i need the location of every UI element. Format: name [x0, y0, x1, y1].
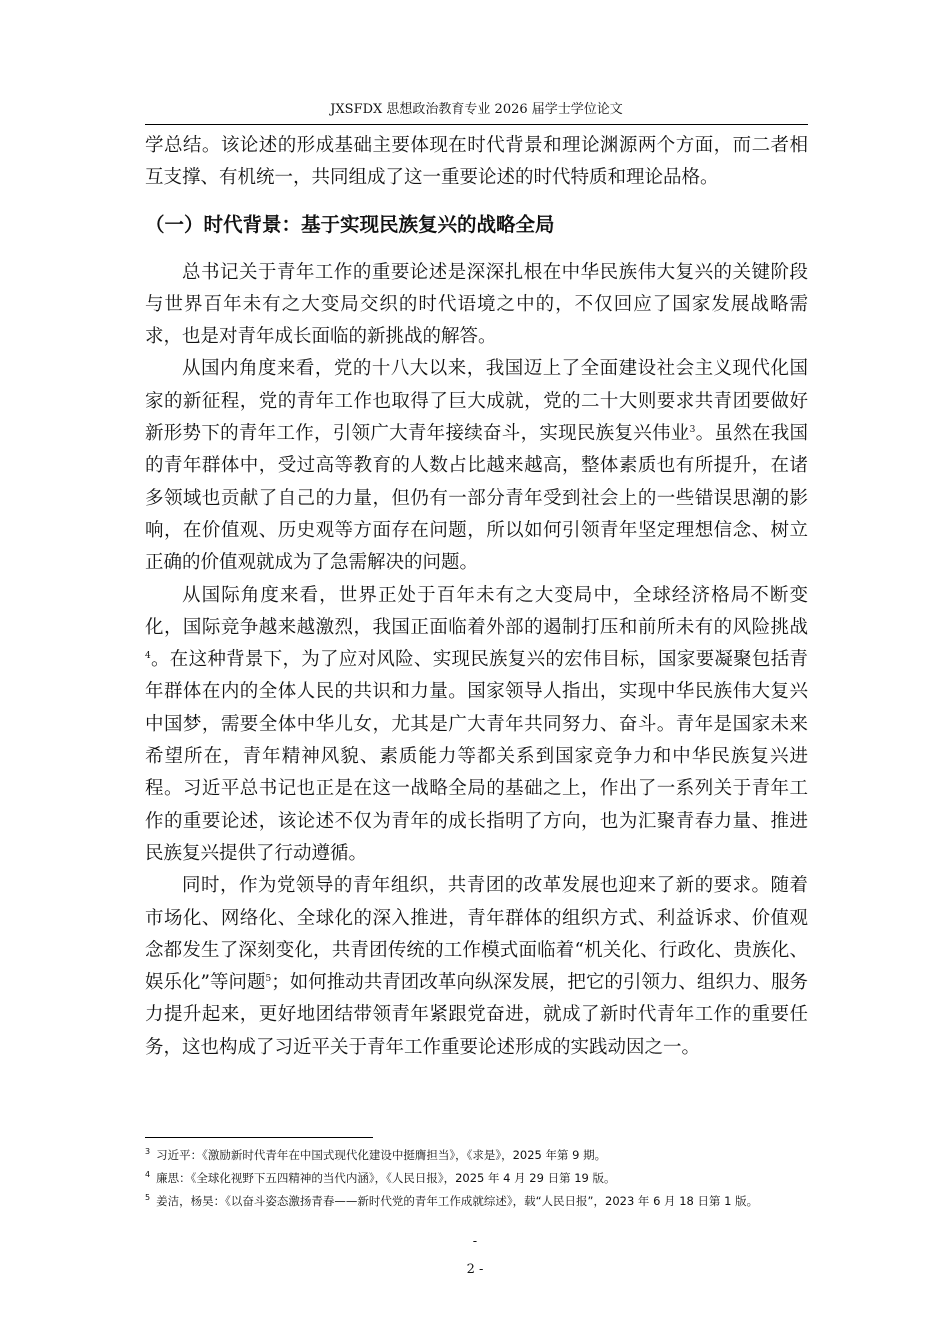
section-heading: （一）时代背景：基于实现民族复兴的战略全局	[145, 212, 555, 236]
footnote-ref-4[interactable]: 4	[145, 651, 151, 661]
footnote-separator	[145, 1137, 373, 1138]
footnote-5	[145, 1188, 808, 1211]
paragraph-3	[145, 580, 808, 871]
footnote-4	[145, 1165, 808, 1188]
footnote-ref-5[interactable]: 5	[265, 973, 272, 984]
paragraph-4	[145, 870, 808, 1064]
footnote-3	[145, 1142, 808, 1165]
header-rule	[145, 124, 808, 125]
paragraph-1: 总书记关于青年工作的重要论述是深深扎根在中华民族伟大复兴的关键阶段与世界百年未有之大变局交织的时代语境之中的，不仅回应了国家发展战略需求，也是对青年成长面临的新挑战的解答。	[145, 261, 808, 348]
footnote-text: 廉思：《全球化视野下五四精神的当代内涵》，《人民日报》，2025 年 4 月 29 日第 19 版。	[156, 1170, 616, 1185]
footnote-text: 习近平：《激励新时代青年在中国式现代化建设中挺膺担当》，《求是》，2025 年第 9 期。	[156, 1147, 607, 1162]
paragraph-continued: 学总结。该论述的形成基础主要体现在时代背景和理论渊源两个方面，而二者相互支撑、有机统一，共同组成了这一重要论述的时代特质和理论品格。	[145, 135, 808, 189]
paragraph-4-part-b: ；如何推动共青团改革向纵深发展，把它的引领力、组织力、服务力提升起来，更好地团结带领青年紧跟党奋进，就成了新时代青年工作的重要任务，这也构成了习近平关于青年工作重要论述形成的实践动因之一。	[145, 972, 808, 1058]
footnotes	[145, 1142, 808, 1210]
body-text	[145, 130, 808, 1064]
footnote-text: 姜洁，杨昊：《以奋斗姿态激扬青春——新时代党的青年工作成就综述》，载“人民日报”，2023 年 6 月 18 日第 1 版。	[156, 1193, 759, 1208]
paragraph-4-part-a: 同时，作为党领导的青年组织，共青团的改革发展也迎来了新的要求。随着市场化、网络化、全球化的深入推进，青年群体的组织方式、利益诉求、价值观念都发生了深刻变化，共青团传统的工作模式面临着“机关化、行政化、贵族化、娱乐化”等问题	[145, 875, 808, 994]
paragraph-2	[145, 353, 808, 579]
footer-dash: -	[472, 1234, 478, 1249]
page-number: 2 -	[466, 1262, 484, 1277]
paragraph-3-part-b: 。在这种背景下，为了应对风险、实现民族复兴的宏伟目标，国家要凝聚包括青年群体在内的全体人民的共识和力量。国家领导人指出，实现中华民族伟大复兴中国梦，需要全体中华儿女，尤其是广大青年共同努力、奋斗。青年是国家未来希望所在，青年精神风貌、素质能力等都关系到国家竞争力和中华民族复兴进程。习近平总书记也正是在这一战略全局的基础之上，作出了一系列关于青年工作的重要论述，该论述不仅为青年的成长指明了方向，也为汇聚青春力量、推进民族复兴提供了行动遵循。	[145, 649, 808, 864]
paragraph-3-part-a: 从国际角度来看，世界正处于百年未有之大变局中，全球经济格局不断变化，国际竞争越来越激烈，我国正面临着外部的遏制打压和前所未有的风险挑战	[145, 584, 808, 638]
paragraph-2-part-b: 。虽然在我国的青年群体中，受过高等教育的人数占比越来越高，整体素质也有所提升，在诸多领域也贡献了自己的力量，但仍有一部分青年受到社会上的一些错误思潮的影响，在价值观、历史观等方面存在问题，所以如何引领青年坚定理想信念、树立正确的价值观就成为了急需解决的问题。	[145, 423, 808, 574]
footnote-ref-3[interactable]: 3	[689, 424, 696, 435]
paragraph-2-part-a: 从国内角度来看，党的十八大以来，我国迈上了全面建设社会主义现代化国家的新征程，党的青年工作也取得了巨大成就，党的二十大则要求共青团要做好新形势下的青年工作，引领广大青年接续奋斗，实现民族复兴伟业	[145, 358, 808, 445]
footnote-mark: 3	[145, 1147, 151, 1156]
footnote-mark: 4	[145, 1169, 151, 1179]
running-header: JXSFDX 思想政治教育专业 2026 届学士学位论文	[330, 102, 623, 117]
footnote-mark: 5	[145, 1192, 151, 1202]
